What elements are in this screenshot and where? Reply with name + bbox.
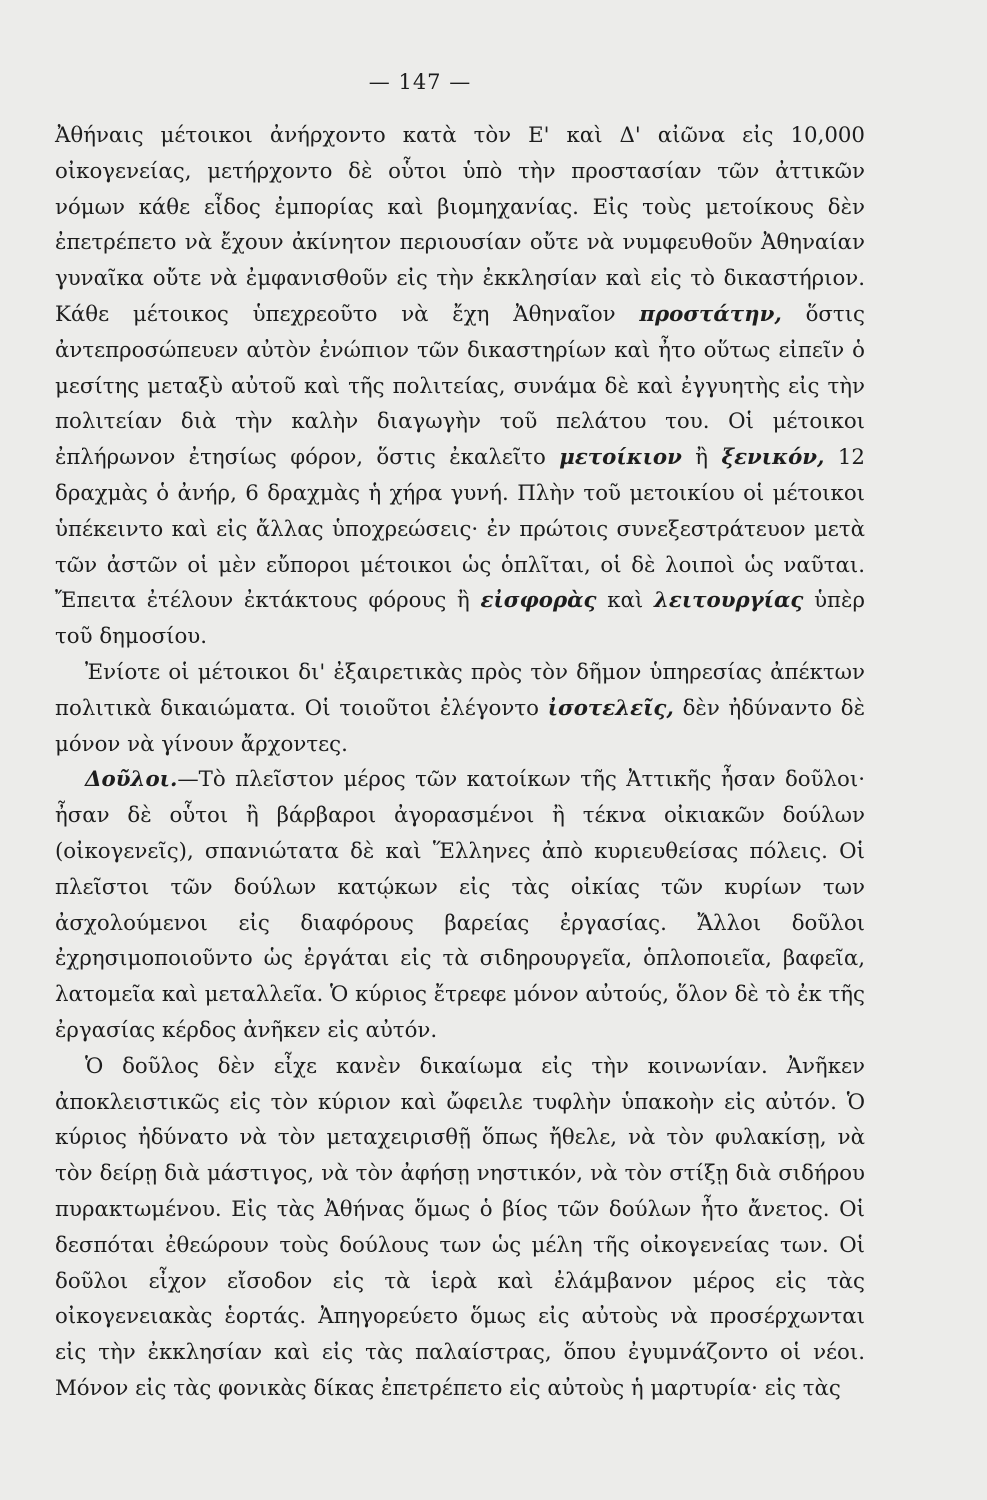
term-eisforas: εἰσφορὰς (480, 588, 597, 614)
text-run: δὲν ἠδύναντο δὲ μόνον νὰ γίνουν ἄρχοντες. (55, 695, 865, 757)
text-run: Ἐνίοτε οἱ μέτοικοι δι' ἐξαιρετικὰς πρὸς τὸν δῆμον ὑπηρεσίας ἀπέκτων πολιτικὰ δικαιώματα. Οἱ τοιοῦτοι ἐλέγοντο (55, 659, 865, 721)
paragraph-metics (55, 118, 865, 655)
term-metoikion: μετοίκιον (559, 445, 682, 471)
text-run: ὅστις ἀντεπροσώπευεν αὐτὸν ἐνώπιον τῶν δικαστηρίων καὶ ἦτο οὕτως εἰπεῖν ὁ μεσίτης μεταξὺ αὐτοῦ καὶ τῆς πολιτείας, συνάμα δὲ καὶ ἐγγυητὴς εἰς τὴν πολιτείαν διὰ τὴν καλὴν διαγωγὴν τοῦ πελάτου του. Οἱ μέτοικοι ἐπλήρωνον ἐτησίως φόρον, ὅστις ἐκαλεῖτο (55, 301, 865, 471)
section-heading-slaves: Δοῦλοι. (85, 767, 178, 793)
text-run: —Τὸ πλεῖστον μέρος τῶν κατοίκων τῆς Ἀττικῆς ἦσαν δοῦλοι· ἦσαν δὲ οὗτοι ἢ βάρβαροι ἀγορασμένοι ἢ τέκνα οἰκιακῶν δούλων (οἰκογενεῖς), σπανιώτατα δὲ καὶ Ἕλληνες ἀπὸ κυριευθείσας πόλεις. Οἱ πλεῖστοι τῶν δούλων κατῴκων εἰς τὰς οἰκίας τῶν κυρίων των ἀσχολούμενοι εἰς διαφόρους βαρείας ἐργασίας. Ἄλλοι δοῦλοι ἐχρησιμοποιοῦντο ὡς ἐργάται εἰς τὰ σιδηρουργεῖα, ὁπλοποιεῖα, βαφεῖα, λατομεῖα καὶ μεταλλεῖα. Ὁ κύριος ἔτρεφε μόνον αὐτούς, ὅλον δὲ τὸ ἐκ τῆς ἐργασίας κέρδος ἀνῆκεν εἰς αὐτόν. (55, 767, 865, 1043)
text-run: καὶ (596, 588, 654, 614)
text-run: Ὁ δοῦλος δὲν εἶχε κανὲν δικαίωμα εἰς τὴν κοινωνίαν. Ἀνῆκεν ἀποκλειστικῶς εἰς τὸν κύριον καὶ ὤφειλε τυφλὴν ὑπακοὴν εἰς αὐτόν. Ὁ κύριος ἠδύνατο νὰ τὸν μεταχειρισθῇ ὅπως ἤθελε, νὰ τὸν φυλακίσῃ, νὰ τὸν δείρῃ διὰ μάστιγος, νὰ τὸν ἀφήσῃ νηστικόν, νὰ τὸν στίξῃ διὰ σιδήρου πυρακτωμένου. Εἰς τὰς Ἀθήνας ὅμως ὁ βίος τῶν δούλων ἦτο ἄνετος. Οἱ δεσπόται ἐθεώρουν τοὺς δούλους των ὡς μέλη τῆς οἰκογενείας των. Οἱ δοῦλοι εἶχον εἴσοδον εἰς τὰ ἱερὰ καὶ ἐλάμβανον μέρος εἰς τὰς οἰκογενειακὰς ἑορτάς. Ἀπηγορεύετο ὅμως εἰς αὐτοὺς νὰ προσέρχωνται εἰς τὴν ἐκκλησίαν καὶ εἰς τὰς παλαίστρας, ὅπου ἐγυμνάζοντο οἱ νέοι. Μόνον εἰς τὰς φονικὰς δίκας ἐπετρέπετο εἰς αὐτοὺς ἡ μαρτυρία· εἰς τὰς (55, 1053, 865, 1401)
paragraph-isoteleis (55, 655, 865, 762)
paragraph-slave-rights (55, 1049, 865, 1407)
paragraph-slaves (55, 762, 865, 1048)
term-isoteleis: ἰσοτελεῖς, (547, 695, 674, 721)
text-run: ἢ (681, 445, 722, 471)
body-text (55, 118, 865, 1407)
text-run: 12 δραχμὰς ὁ ἀνήρ, 6 δραχμὰς ἡ χήρα γυνή. Πλὴν τοῦ μετοικίου οἱ μέτοικοι ὑπέκειντο καὶ εἰς ἄλλας ὑποχρεώσεις· ἐν πρώτοις συνεξεστράτευον μετὰ τῶν ἀστῶν οἱ μὲν εὔποροι μέτοικοι ὡς ὁπλῖται, οἱ δὲ λοιποὶ ὡς ναῦται. Ἔπειτα ἐτέλουν ἐκτάκτους φόρους ἢ (55, 445, 865, 614)
term-leitourgias: λειτουργίας (653, 588, 804, 614)
term-prostatis: προστάτην, (639, 301, 782, 327)
text-run: ὑπὲρ τοῦ δημοσίου. (55, 588, 865, 650)
text-run: Ἀθήναις μέτοικοι ἀνήρχοντο κατὰ τὸν Ε' καὶ Δ' αἰῶνα εἰς 10,000 οἰκογενείας, μετήρχοντο δὲ οὗτοι ὑπὸ τὴν προστασίαν τῶν ἀττικῶν νόμων κάθε εἶδος ἐμπορίας καὶ βιομηχανίας. Εἰς τοὺς μετοίκους δὲν ἐπετρέπετο νὰ ἔχουν ἀκίνητον περιουσίαν οὔτε νὰ νυμφευθοῦν Ἀθηναίαν γυναῖκα οὔτε νὰ ἐμφανισθοῦν εἰς τὴν ἐκκλησίαν καὶ εἰς τὸ δικαστήριον. Κάθε μέτοικος ὑπεχρεοῦτο νὰ ἔχη Ἀθηναῖον (55, 123, 865, 327)
page-number: — 147 — (368, 70, 472, 94)
term-xenikon: ξενικόν, (721, 445, 825, 471)
